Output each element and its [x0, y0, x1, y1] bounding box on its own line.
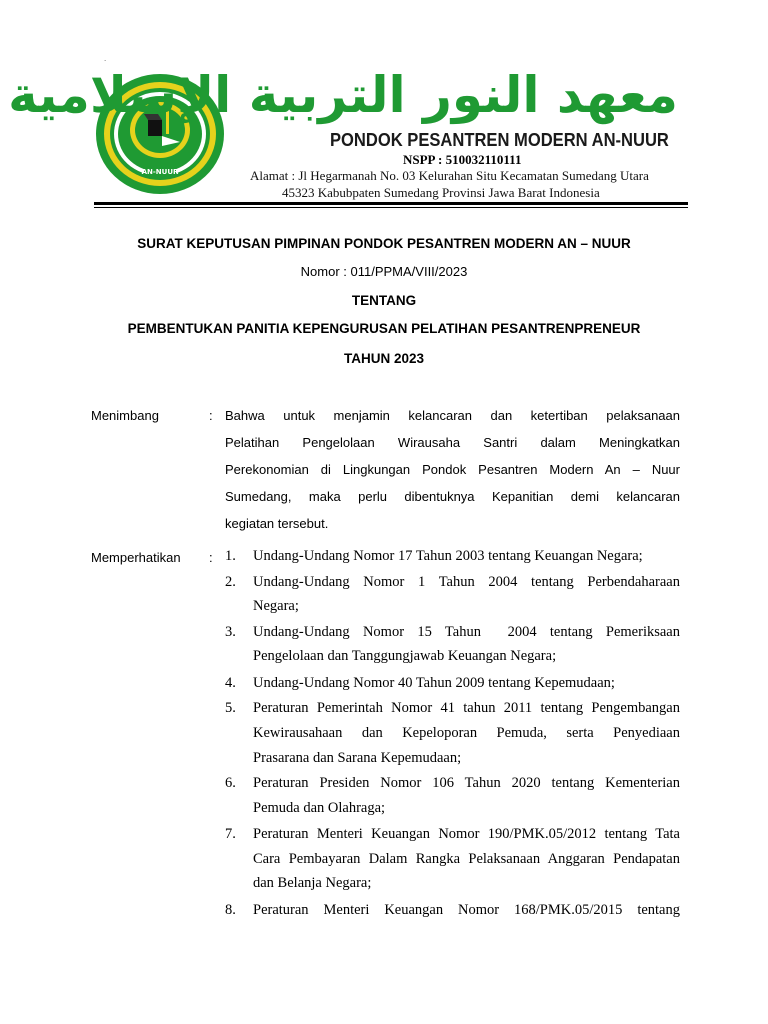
menimbang-line: Sumedang, maka perlu dibentuknya Kepanitian demi kelancaran — [225, 489, 680, 504]
list-item-line: Peraturan Menteri Keuangan Nomor 190/PMK.05/2012 tentang Tata — [253, 826, 680, 842]
list-item-number: 4. — [225, 675, 236, 691]
header-divider-thin — [94, 207, 688, 208]
school-name: PONDOK PESANTREN MODERN AN-NUUR — [330, 130, 669, 150]
list-item-line: Cara Pembayaran Dalam Rangka Pelaksanaan Anggaran Pendapatan — [253, 851, 680, 867]
list-item-line: Undang-Undang Nomor 15 Tahun 2004 tentang Pemeriksaan — [253, 624, 680, 640]
list-item-line: Pengelolaan dan Tanggungjawab Keuangan Negara; — [253, 648, 557, 664]
list-item-line: dan Belanja Negara; — [253, 875, 372, 891]
list-item-number: 3. — [225, 624, 236, 640]
list-item-line: Peraturan Presiden Nomor 106 Tahun 2020 tentang Kementerian — [253, 775, 680, 791]
list-item-number: 6. — [225, 775, 236, 791]
list-item-line: Kewirausahaan dan Kepeloporan Pemuda, serta Penyediaan — [253, 725, 680, 741]
list-item-line: Pemuda dan Olahraga; — [253, 800, 386, 816]
nspp-number: NSPP : 510032110111 — [403, 152, 522, 167]
list-item-line: Negara; — [253, 598, 299, 614]
memperhatikan-label: Memperhatikan — [91, 550, 181, 565]
decree-about: TENTANG — [351, 293, 417, 308]
menimbang-line: Perekonomian di Lingkungan Pondok Pesantren Modern An – Nuur — [225, 462, 680, 477]
list-item-line: Prasarana dan Sarana Kepemudaan; — [253, 750, 462, 766]
list-item-number: 8. — [225, 902, 236, 918]
menimbang-line: Pelatihan Pengelolaan Wirausaha Santri dalam Meningkatkan — [225, 435, 680, 450]
menimbang-line: Bahwa untuk menjamin kelancaran dan ketertiban pelaksanaan — [225, 408, 680, 423]
menimbang-colon: : — [209, 408, 213, 423]
memperhatikan-colon: : — [209, 550, 213, 565]
decree-title: SURAT KEPUTUSAN PIMPINAN PONDOK PESANTREN MODERN AN – NUUR — [137, 236, 631, 251]
list-item-line: Undang-Undang Nomor 1 Tahun 2004 tentang Perbendaharaan — [253, 574, 680, 590]
menimbang-label: Menimbang — [91, 408, 159, 423]
decree-subject: PEMBENTUKAN PANITIA KEPENGURUSAN PELATIHAN PESANTRENPRENEUR — [127, 321, 641, 336]
address-line-2: 45323 Kabubpaten Sumedang Provinsi Jawa Barat Indonesia — [282, 185, 600, 200]
seal-text: AN-NUUR — [141, 168, 179, 176]
list-item-line: Undang-Undang Nomor 40 Tahun 2009 tentang Kepemudaan; — [253, 675, 615, 691]
arabic-institution-title: معهد النور التربية الإسلامية — [8, 66, 678, 124]
header-divider-thick — [94, 202, 688, 205]
list-item-line: Peraturan Menteri Keuangan Nomor 168/PMK.05/2015 tentang — [253, 902, 680, 918]
decree-number: Nomor : 011/PPMA/VIII/2023 — [300, 264, 468, 279]
menimbang-line: kegiatan tersebut. — [225, 516, 329, 531]
list-item-line: Peraturan Pemerintah Nomor 41 tahun 2011 tentang Pengembangan — [253, 700, 680, 716]
address-line-1: Alamat : Jl Hegarmanah No. 03 Kelurahan Situ Kecamatan Sumedang Utara — [250, 168, 649, 183]
list-item-number: 5. — [225, 700, 236, 716]
list-item-number: 2. — [225, 574, 236, 590]
decree-year: TAHUN 2023 — [343, 351, 425, 366]
list-item-number: 1. — [225, 548, 236, 564]
list-item-line: Undang-Undang Nomor 17 Tahun 2003 tentang Keuangan Negara; — [253, 548, 643, 564]
stray-dot: . — [104, 54, 107, 63]
list-item-number: 7. — [225, 826, 236, 842]
